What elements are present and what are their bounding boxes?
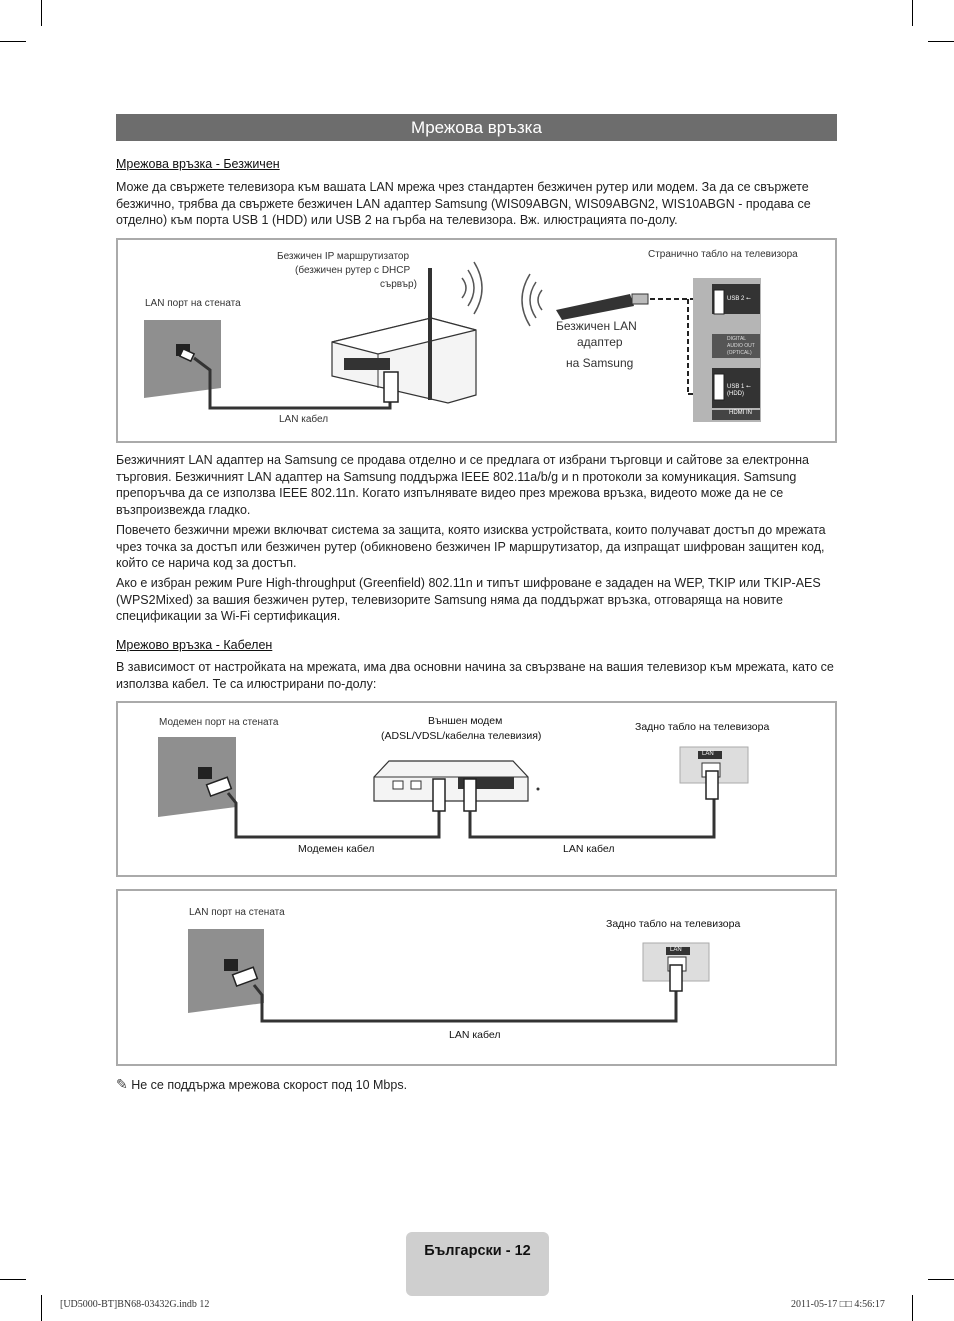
crop-mark xyxy=(912,0,913,26)
crop-mark xyxy=(41,0,42,26)
note-text: Не се поддържа мрежова скорост под 10 Mbps. xyxy=(131,1078,408,1092)
port-label-lan: LAN xyxy=(670,947,682,953)
wall-panel xyxy=(158,737,236,817)
tv-label: Задно табло на телевизора xyxy=(635,721,770,733)
router-label: Безжичен IP маршрутизатор xyxy=(277,251,410,262)
adapter-label: Безжичен LAN xyxy=(556,319,637,333)
wall-label: LAN порт на стената xyxy=(189,907,285,918)
port-label-usb1: USB 1 ⭠ xyxy=(727,384,751,390)
wireless-adapter xyxy=(556,294,634,320)
port-label-usb2: USB 2 ⭠ xyxy=(727,296,751,302)
imprint-left: [UD5000-BT]BN68-03432G.indb 12 xyxy=(60,1299,210,1310)
port-label-optical: AUDIO OUT xyxy=(727,343,755,349)
lan-cable-label: LAN кабел xyxy=(563,843,615,855)
crop-mark xyxy=(928,1279,954,1280)
modem-cable-label: Модемен кабел xyxy=(298,843,375,855)
crop-mark xyxy=(928,41,954,42)
wireless-para-2: Повечето безжични мрежи включват система за защита, която изисква устройствата, които получават достъп до мрежата чрез точка за достъп или безжичен рутер (обикновено безжичен IP маршрутизатор, да изпращат шифрован защитен код, който се нарича код за достъп. xyxy=(116,523,826,570)
wireless-diagram xyxy=(116,238,837,443)
crop-mark xyxy=(0,1279,26,1280)
adapter-label: адаптер xyxy=(577,335,623,349)
wall-label: Модемен порт на стената xyxy=(159,717,279,728)
tv-lan-plug xyxy=(706,771,718,799)
port-label-optical: DIGITAL xyxy=(727,336,747,342)
modem-label: Външен модем xyxy=(428,715,503,727)
tv-side-label: Странично табло на телевизора xyxy=(648,249,798,260)
adapter-label: на Samsung xyxy=(566,356,634,370)
wall-socket xyxy=(198,767,212,779)
tv-lan-plug xyxy=(670,965,682,991)
crop-mark xyxy=(41,1295,42,1321)
wired-diagram-1 xyxy=(116,701,837,877)
section-title-wired: Мрежово връзка - Кабелен xyxy=(116,638,273,652)
wireless-intro: Може да свържете телевизора към вашата LAN мрежа чрез стандартен безжичен рутер или модем. За да се свържете безжично, трябва да свържете безжичен LAN адаптер Samsung (WIS09ABGN, WIS09ABGN2, WIS10ABGN - продава се отделно) към порта USB 1 (HDD) или USB 2 на гърба на телевизора. Вж. илюстрацията по-долу. xyxy=(116,180,811,227)
lan-port-plug xyxy=(464,779,476,811)
section-title-wireless: Мрежова връзка - Безжичен xyxy=(116,157,280,171)
tv-label: Задно табло на телевизора xyxy=(606,918,741,930)
wall-socket xyxy=(224,959,238,971)
cable-label: LAN кабел xyxy=(279,414,329,425)
page-title: Мрежова връзка xyxy=(116,114,837,141)
wired-intro: В зависимост от настройката на мрежата, има два основни начина за свързване на вашия телевизор към мрежата, като се използва кабел. Те са илюстрирани по-долу: xyxy=(116,660,834,691)
wired-diagram-2 xyxy=(116,889,837,1066)
wireless-para-3: Ако е избран режим Pure High-throughput (Greenfield) 802.11n и типът шифроване е зададен на WEP, TKIP или TKIP-AES (WPS2Mixed) за вашия безжичен рутер, телевизорите Samsung няма да поддържат връзка, отговаряща на новите спецификации за Wi-Fi сертификация. xyxy=(116,576,821,623)
port-label-usb1: (HDD) xyxy=(727,391,744,397)
wireless-para-1: Безжичният LAN адаптер на Samsung се продава отделно и се предлага от избрани търговци и сайтове за електронна търговия. Безжичният LAN адаптер на Samsung поддържа IEEE 802.11a/b/g и n протоколи за комуникация. Samsung препоръчва да се използва IEEE 802.11n. Когато изпълнявате видео през мрежова връзка, видеото може да не се възпроизвежда гладко. xyxy=(116,453,809,517)
lan-cable-line xyxy=(254,983,676,1021)
page-number: Български - 12 xyxy=(406,1232,549,1296)
imprint-right: 2011-05-17 □□ 4:56:17 xyxy=(791,1299,885,1310)
modem-label: (ADSL/VDSL/кабелна телевизия) xyxy=(381,730,542,742)
pencil-note-icon: ✎ xyxy=(116,1076,128,1092)
wall-label: LAN порт на стената xyxy=(145,298,241,309)
router-label: (безжичен рутер с DHCP xyxy=(295,265,411,276)
router-plug xyxy=(384,372,398,402)
router-label: сървър) xyxy=(380,279,417,290)
modem-port-plug xyxy=(433,779,445,811)
port-label-optical: (OPTICAL) xyxy=(727,350,752,356)
note xyxy=(116,1076,407,1093)
lan-cable-label: LAN кабел xyxy=(449,1029,501,1041)
router-ports xyxy=(344,358,390,370)
port-label-hdmi: HDMI IN xyxy=(729,410,752,416)
crop-mark xyxy=(912,1295,913,1321)
port-label-lan: LAN xyxy=(702,751,714,757)
crop-mark xyxy=(0,41,26,42)
